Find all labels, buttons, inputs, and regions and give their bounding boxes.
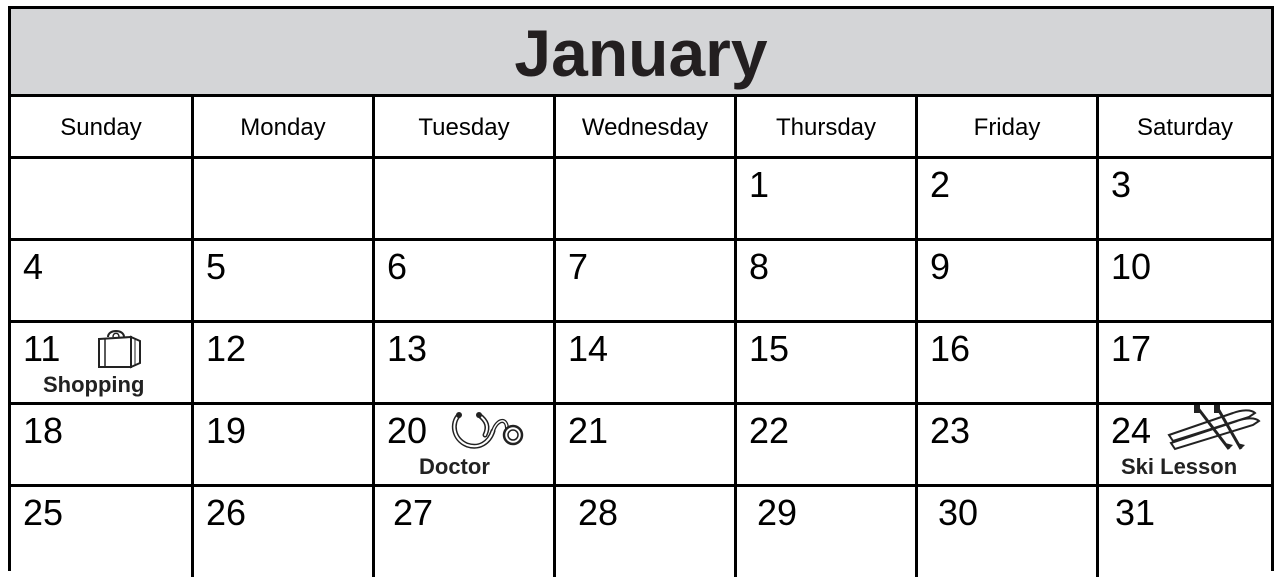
stethoscope-icon [449,409,529,458]
day-cell-6[interactable] [375,241,556,323]
day-cell-5[interactable] [194,241,375,323]
day-number: 10 [1111,246,1152,287]
weekday-label: Saturday [1136,114,1234,141]
weekday-label: Monday [240,114,326,141]
day-cell-23[interactable] [918,405,1099,487]
weekday-monday [194,97,375,159]
week-row-3 [11,323,1271,405]
event-label-doctor: Doctor [419,454,490,479]
week-row-2 [11,241,1271,323]
day-number: 28 [578,492,619,533]
weekday-label: Tuesday [418,114,510,141]
day-number: 30 [938,492,979,533]
weekday-label: Sunday [60,114,142,141]
day-number: 27 [393,492,434,533]
day-cell-28[interactable] [556,487,737,577]
day-cell-29[interactable] [737,487,918,577]
day-cell-20[interactable] [375,405,556,487]
day-cell-11[interactable] [11,323,194,405]
week-row-5 [11,487,1271,577]
day-cell-empty [11,159,194,241]
day-number: 19 [206,410,247,451]
day-cell-empty [375,159,556,241]
day-number: 20 [387,410,428,451]
weekday-tuesday [375,97,556,159]
day-cell-17[interactable] [1099,323,1271,405]
day-cell-12[interactable] [194,323,375,405]
day-number: 24 [1111,410,1152,451]
day-number: 25 [23,492,64,533]
day-number: 2 [930,164,951,205]
day-cell-empty [556,159,737,241]
day-number: 21 [568,410,609,451]
day-number: 16 [930,328,971,369]
day-cell-30[interactable] [918,487,1099,577]
weekday-friday [918,97,1099,159]
weekday-header-row [11,97,1271,159]
day-number: 5 [206,246,227,287]
day-cell-4[interactable] [11,241,194,323]
day-cell-21[interactable] [556,405,737,487]
weekday-wednesday [556,97,737,159]
day-number: 4 [23,246,44,287]
shopping-bag-icon [91,327,143,374]
day-number: 17 [1111,328,1152,369]
day-number: 15 [749,328,790,369]
day-number: 26 [206,492,247,533]
day-number: 3 [1111,164,1132,205]
day-number: 7 [568,246,589,287]
weekday-saturday [1099,97,1271,159]
day-cell-22[interactable] [737,405,918,487]
weekday-label: Thursday [775,114,877,141]
day-number: 18 [23,410,64,451]
weekday-sunday [11,97,194,159]
event-label-shopping: Shopping [43,372,145,397]
day-number: 11 [23,328,61,369]
weekday-label: Friday [973,114,1041,141]
month-title: January [514,16,768,90]
skis-icon [1167,405,1271,456]
day-cell-15[interactable] [737,323,918,405]
day-cell-25[interactable] [11,487,194,577]
day-cell-empty [194,159,375,241]
day-number: 13 [387,328,428,369]
event-label-ski-lesson: Ski Lesson [1121,454,1238,479]
day-number: 22 [749,410,790,451]
day-number: 8 [749,246,770,287]
month-header [11,9,1271,97]
weekday-thursday [737,97,918,159]
calendar [8,6,1274,571]
day-cell-31[interactable] [1099,487,1271,577]
day-cell-19[interactable] [194,405,375,487]
day-cell-1[interactable] [737,159,918,241]
day-number: 6 [387,246,408,287]
week-row-4 [11,405,1271,487]
day-number: 31 [1115,492,1156,533]
day-cell-3[interactable] [1099,159,1271,241]
day-number: 14 [568,328,609,369]
day-cell-16[interactable] [918,323,1099,405]
day-cell-9[interactable] [918,241,1099,323]
day-cell-24[interactable] [1099,405,1271,487]
day-cell-14[interactable] [556,323,737,405]
day-cell-26[interactable] [194,487,375,577]
day-number: 9 [930,246,951,287]
day-cell-2[interactable] [918,159,1099,241]
day-cell-27[interactable] [375,487,556,577]
day-cell-10[interactable] [1099,241,1271,323]
day-number: 12 [206,328,247,369]
day-cell-13[interactable] [375,323,556,405]
day-number: 29 [757,492,798,533]
weekday-label: Wednesday [581,114,709,141]
week-row-1 [11,159,1271,241]
day-number: 1 [749,164,770,205]
day-number: 23 [930,410,971,451]
day-cell-18[interactable] [11,405,194,487]
day-cell-8[interactable] [737,241,918,323]
day-cell-7[interactable] [556,241,737,323]
